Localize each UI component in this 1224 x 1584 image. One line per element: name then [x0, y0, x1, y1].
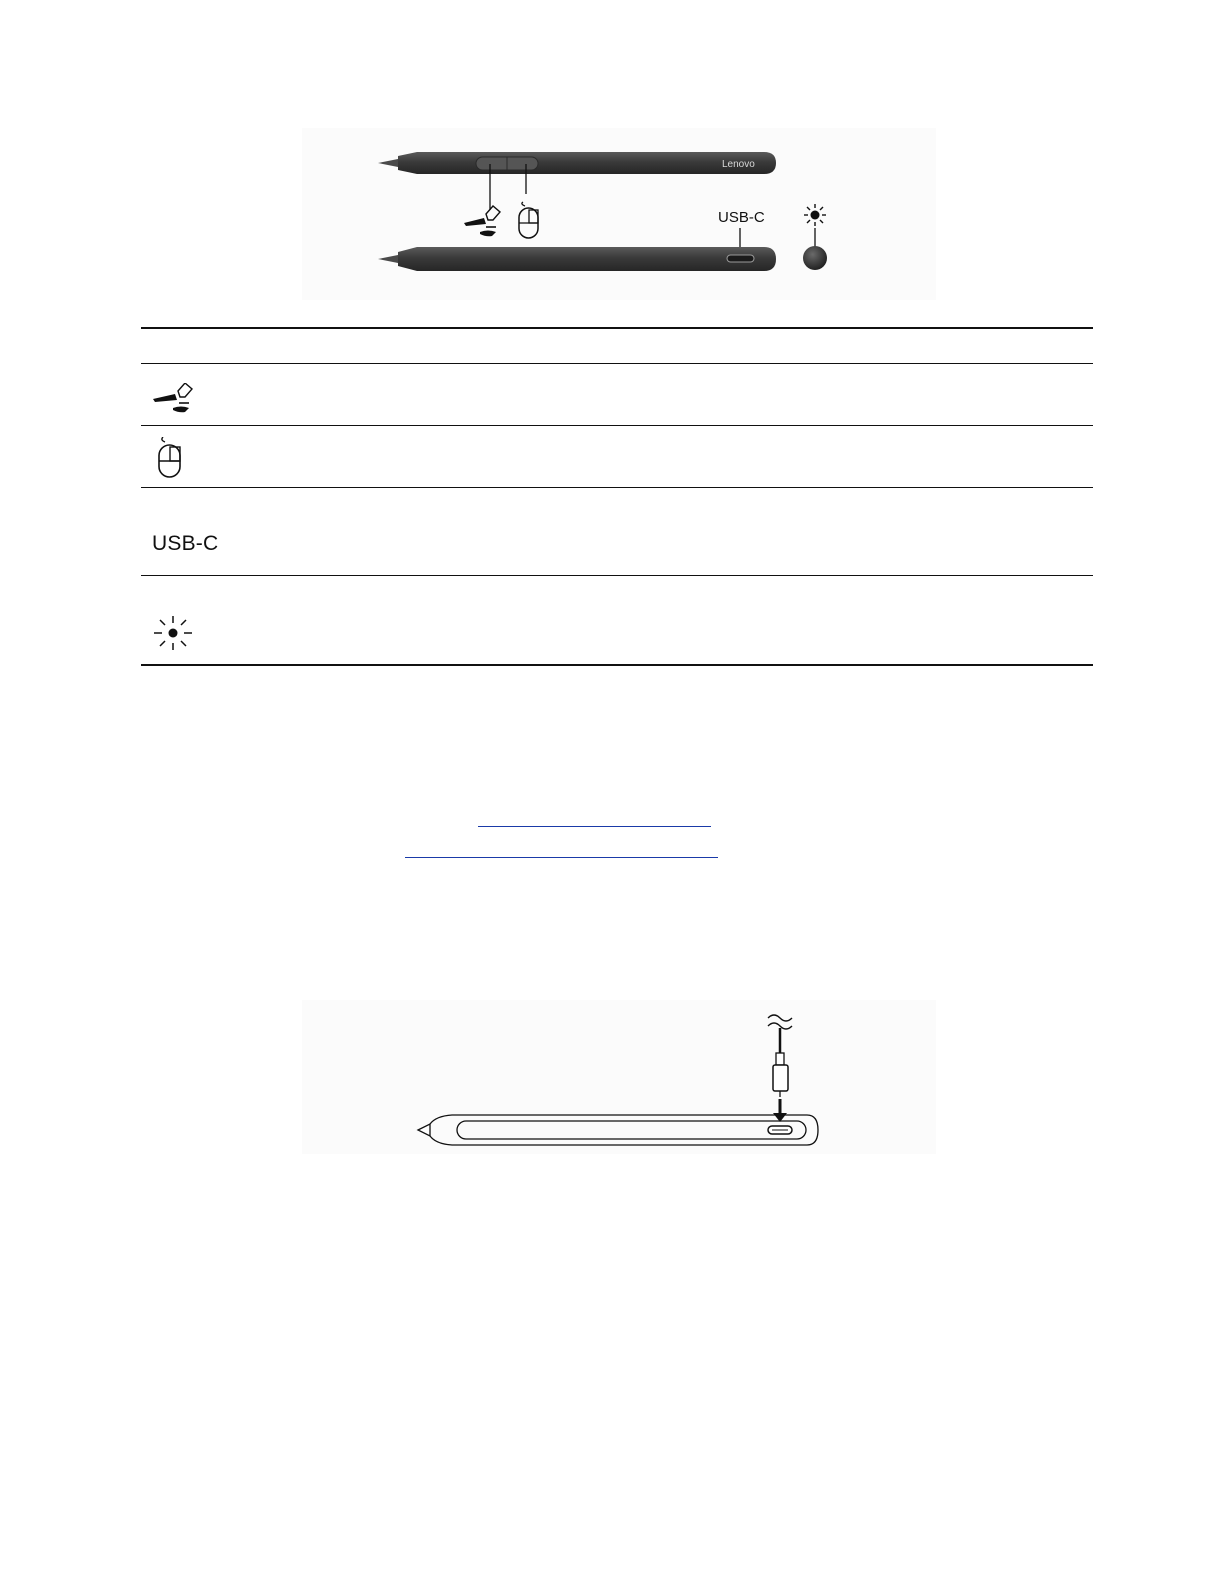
insert-arrow-icon: [773, 1099, 787, 1122]
table-row-eraser: [151, 383, 199, 418]
pen-bottom-view: [378, 247, 776, 271]
pen-brand-label: Lenovo: [722, 159, 755, 170]
table-bottom-rule: [141, 664, 1093, 666]
mouse-click-button-icon: [151, 437, 183, 479]
table-row-rule: [141, 575, 1093, 576]
indicator-light-icon: [804, 204, 826, 226]
pen-charging-figure: [302, 1000, 936, 1154]
usb-c-callout-label: USB-C: [718, 209, 765, 226]
table-top-rule: [141, 327, 1093, 329]
eraser-button-icon: [151, 383, 199, 413]
table-row-indicator: [151, 613, 195, 658]
pen-side-view: [378, 152, 776, 210]
indicator-light-dot: [803, 246, 827, 270]
pen-charging-svg: [302, 1000, 936, 1154]
table-row-mouse: [151, 437, 183, 484]
pen-overview-figure: [302, 128, 936, 300]
table-header-rule: [141, 363, 1093, 364]
pen-overview-svg: [302, 128, 936, 300]
usb-c-cable-icon: [773, 1065, 788, 1091]
usb-c-port: [727, 255, 754, 262]
reference-link-1[interactable]: [478, 806, 711, 827]
ac-power-icon: [768, 1015, 792, 1029]
reference-link-2[interactable]: [405, 837, 718, 858]
pen-outline: [418, 1115, 818, 1145]
eraser-button-icon: [464, 206, 500, 236]
table-row-usb-c-label: USB-C: [152, 532, 219, 555]
table-row-rule: [141, 425, 1093, 426]
mouse-click-button-icon: [519, 202, 538, 238]
indicator-light-icon: [151, 613, 195, 653]
table-row-rule: [141, 487, 1093, 488]
